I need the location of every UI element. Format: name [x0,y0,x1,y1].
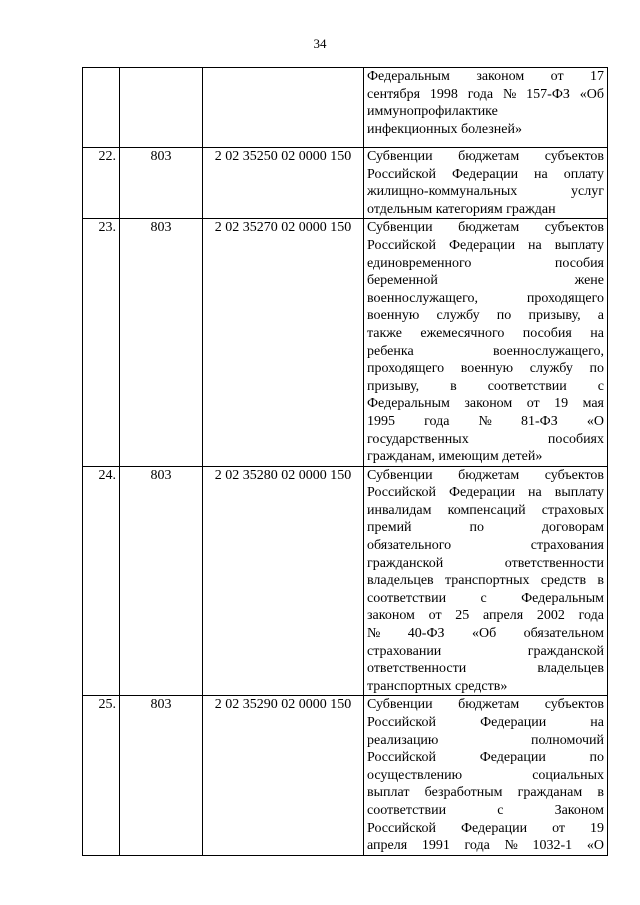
word: а [597,308,604,324]
word: инфекционных болезней» [367,121,522,137]
text-line [367,325,604,343]
text-line [367,537,604,555]
budget-code-cell: 2 02 35250 02 0000 150 [203,148,364,219]
admin-code-cell [120,68,203,148]
word: транспортных [444,573,530,589]
text-line [367,784,604,802]
word: оплату [563,166,604,182]
word: службу [436,308,480,324]
revenue-name-cell [364,466,608,696]
admin-code-cell: 803 [120,696,203,855]
table-row [83,68,608,148]
text-line [367,360,604,378]
word: 1032-1 [532,838,573,854]
word: № [502,86,517,102]
text-line [367,767,604,785]
word: в [597,573,604,589]
admin-code-cell: 803 [120,148,203,219]
text-line [367,86,604,104]
word: страхования [530,538,604,554]
word: по [589,361,604,377]
word: № [504,838,518,854]
word: в [597,785,604,801]
word: договорам [541,520,604,536]
word: пособия [522,325,572,341]
word: жилищно-коммунальных [367,184,518,200]
word: бюджетам [458,220,520,236]
word: военнослужащего, [367,290,479,306]
word: пособия [554,255,604,271]
word: Федеральным [367,396,450,412]
text-line [367,378,604,396]
text-line [367,467,604,485]
word: Федерации [448,485,516,501]
text-line [367,484,604,502]
text-line [367,183,604,201]
word: Законом [554,802,604,818]
row-number-cell: 24. [83,466,120,696]
text-line [367,732,604,750]
table-row [83,466,608,696]
revenue-name-cell [364,219,608,466]
word: апреля [367,838,408,854]
word: безработным [424,785,503,801]
word: от [552,820,565,836]
revenue-name-cell [364,696,608,855]
word: средств [540,573,587,589]
word: гражданам, имеющим детей» [367,449,543,465]
word: 1995 [367,413,395,429]
word: страховых [541,502,604,518]
word: по [469,520,484,536]
page-number: 34 [313,36,327,51]
word: государственных [367,431,469,447]
word: № [478,413,492,429]
word: 81-ФЗ [521,413,558,429]
word: 25 [455,608,470,624]
word: Российской [367,750,436,766]
word: № [367,626,381,642]
text-line [367,837,604,855]
text-line [367,590,604,608]
text-line [367,749,604,767]
word: 17 [589,69,604,84]
word: соответствии [367,590,447,606]
word: владельцев [367,573,434,589]
table-body [83,68,608,856]
word: обязательного [367,538,452,554]
text-line [367,121,604,139]
word: обязательном [523,626,604,642]
text-line [367,660,604,678]
word: бюджетам [458,697,520,713]
word: жене [574,273,604,289]
row-number-cell: 23. [83,219,120,466]
word: Федерации [451,166,519,182]
word: отдельным категориям граждан [367,201,556,217]
text-line [367,431,604,449]
revenue-name-cell [364,68,608,148]
word: гражданам [517,785,583,801]
word: социальных [532,767,604,783]
word: 1998 [429,86,458,102]
row-number-cell: 25. [83,696,120,855]
word: Федерации [448,237,516,253]
word: военную [367,308,420,324]
word: 1991 [421,838,450,854]
word: субъектов [544,149,604,164]
word: страховании [367,643,442,659]
text-line [367,625,604,643]
word: призыву, [367,378,420,394]
word: законом [464,396,513,412]
word: Субвенции [367,149,433,164]
table-row [83,148,608,219]
text-line [367,272,604,290]
word: законом [367,608,415,624]
text-line [367,68,604,86]
word: осуществлению [367,767,463,783]
word: на [534,166,548,182]
word: Российской [367,485,436,501]
admin-code-cell: 803 [120,219,203,466]
word: 19 [589,820,604,836]
word: года [464,838,490,854]
word: 40-ФЗ [407,626,445,642]
word: на [590,715,604,730]
text-line [367,607,604,625]
word: «Об [471,626,497,642]
word: Субвенции [367,467,433,483]
word: транспортных средств» [367,678,508,694]
word: года [424,413,450,429]
word: 2002 [536,608,565,624]
text-line [367,219,604,237]
word: проходящего [367,361,445,377]
text-line [367,519,604,537]
word: по [496,308,512,324]
text-line [367,255,604,273]
word: Субвенции [367,697,433,713]
word: соответствии [487,378,567,394]
text-line [367,343,604,361]
text-line [367,103,604,121]
word: бюджетам [458,149,520,164]
word: военнослужащего, [492,343,604,359]
word: ежемесячного [420,325,505,341]
word: иммунопрофилактике [367,104,498,120]
word: единовременного [367,255,472,271]
text-line [367,290,604,308]
row-number-cell: 22. [83,148,120,219]
text-line [367,413,604,431]
word: Российской [367,715,436,730]
word: от [526,396,540,412]
text-line [367,448,604,466]
word: с [597,378,604,394]
word: также [367,325,403,341]
word: года [578,608,604,624]
budget-code-cell [203,68,364,148]
word: гражданской [527,643,604,659]
word: ребенка [367,343,414,359]
word: пособиях [547,431,604,447]
word: субъектов [544,467,604,483]
word: ответственности [367,661,467,677]
word: Федеральным [367,69,450,84]
word: с [497,802,504,818]
word: Субвенции [367,220,433,236]
word: на [528,237,542,253]
text-line [367,148,604,166]
word: «О [586,838,604,854]
text-line [367,307,604,325]
word: апреля [483,608,524,624]
text-line [367,237,604,255]
word: «Об [579,86,604,102]
word: беременной [367,273,438,289]
text-line [367,502,604,520]
word: субъектов [544,697,604,713]
budget-codes-table [82,67,608,856]
word: субъектов [544,220,604,236]
text-line [367,696,604,714]
word: проходящего [526,290,604,306]
word: от [428,608,442,624]
word: с [480,590,487,606]
word: соответствии [367,802,447,818]
word: выплату [554,237,604,253]
word: службу [529,361,573,377]
word: выплат [367,785,410,801]
budget-code-cell: 2 02 35280 02 0000 150 [203,466,364,696]
word: 19 [554,396,569,412]
word: Российской [367,237,436,253]
word: от [550,69,564,84]
word: Федерации [480,715,547,730]
word: компенсаций [447,502,526,518]
word: военную [460,361,514,377]
word: инвалидам [367,502,432,518]
table-row [83,219,608,466]
text-line [367,820,604,838]
word: мая [582,396,604,412]
word: премий [367,520,412,536]
word: года [467,86,494,102]
word: Федерации [479,750,546,766]
word: выплату [554,485,604,501]
text-line [367,714,604,732]
word: услуг [571,184,604,200]
word: по [589,750,604,766]
word: в [450,378,457,394]
word: бюджетам [458,467,520,483]
word: полномочий [530,732,604,748]
word: сентября [367,86,421,102]
text-line [367,643,604,661]
word: Федеральным [521,590,604,606]
budget-code-cell: 2 02 35270 02 0000 150 [203,219,364,466]
admin-code-cell: 803 [120,466,203,696]
word: Российской [367,166,436,182]
text-line [367,395,604,413]
row-number-cell [83,68,120,148]
budget-code-cell: 2 02 35290 02 0000 150 [203,696,364,855]
revenue-name-cell [364,148,608,219]
word: на [590,325,604,341]
text-line [367,166,604,184]
word: на [528,485,542,501]
text-line [367,201,604,219]
table-row [83,696,608,855]
word: реализацию [367,732,439,748]
word: Российской [367,820,436,836]
word: призыву, [528,308,581,324]
text-line [367,678,604,696]
word: гражданской [367,555,444,571]
word: законом [476,69,525,84]
word: ответственности [504,555,604,571]
text-line [367,555,604,573]
word: Федерации [460,820,528,836]
word: владельцев [537,661,604,677]
text-line [367,572,604,590]
text-line [367,802,604,820]
word: 157-ФЗ [526,86,570,102]
word: «О [586,413,604,429]
